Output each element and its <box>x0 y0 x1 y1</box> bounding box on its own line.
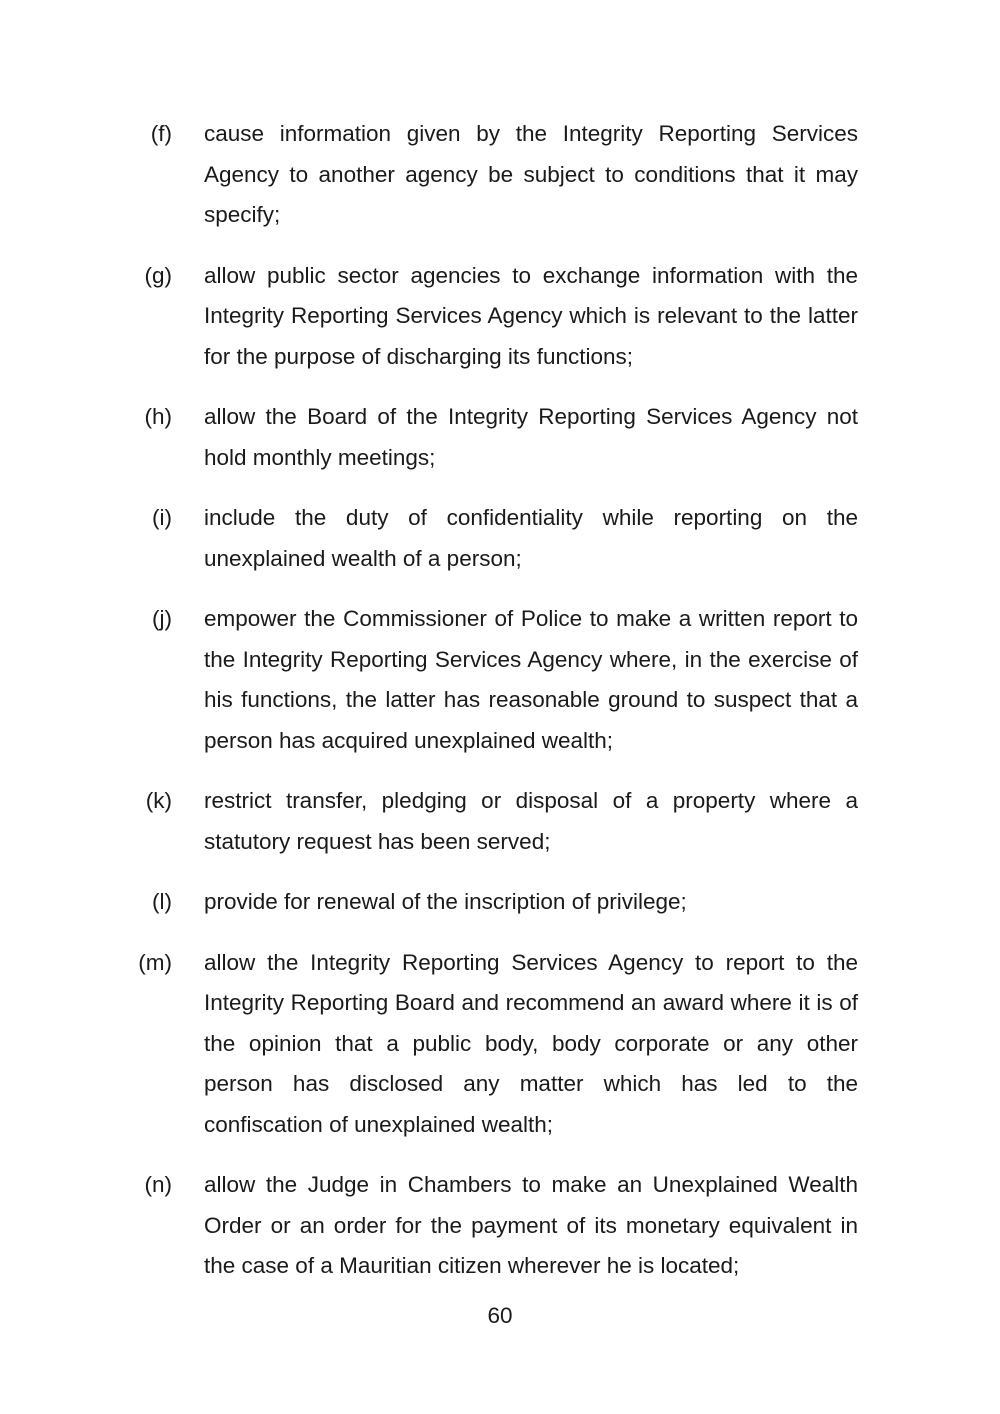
clause-text: allow public sector agencies to exchange information with the Integrity Reporting Services Agency which is relevant to the latter for the purpose of discharging its functions; <box>204 262 858 369</box>
clause-item-k <box>0 781 1000 862</box>
clause-text: allow the Board of the Integrity Reporting Services Agency not hold monthly meetings; <box>204 404 858 470</box>
clause-item-g <box>0 256 1000 378</box>
clause-marker: (g) <box>144 262 172 288</box>
clause-item-h <box>0 397 1000 478</box>
clause-text: include the duty of confidentiality while reporting on the unexplained wealth of a person; <box>204 505 858 571</box>
clause-item-m <box>0 943 1000 1146</box>
clause-item-j <box>0 599 1000 761</box>
clause-marker: (m) <box>138 949 172 975</box>
clause-item-l <box>0 882 1000 923</box>
clause-marker: (i) <box>152 505 172 530</box>
clause-marker: (l) <box>152 889 172 914</box>
clause-marker: (h) <box>144 404 172 429</box>
clause-item-i <box>0 498 1000 579</box>
clause-text: allow the Integrity Reporting Services Agency to report to the Integrity Reporting Board and recommend an award where it is of the opinion that a public body, body corporate or any other person has disclosed any matter which has led to the confiscation of unexplained wealth; <box>204 949 858 1137</box>
clause-text: cause information given by the Integrity Reporting Services Agency to another agency be subject to conditions that it may specify; <box>204 121 858 227</box>
clause-marker: (j) <box>152 606 172 631</box>
clause-text: provide for renewal of the inscription of privilege; <box>204 889 687 914</box>
clause-text: allow the Judge in Chambers to make an Unexplained Wealth Order or an order for the payment of its monetary equivalent in the case of a Mauritian citizen wherever he is located; <box>204 1172 858 1278</box>
clause-marker: (f) <box>150 121 172 146</box>
page-number: 60 <box>487 1303 513 1328</box>
clause-item-f <box>0 114 1000 236</box>
clause-item-n <box>0 1165 1000 1287</box>
clause-text: restrict transfer, pledging or disposal of a property where a statutory request has been served; <box>204 788 858 854</box>
clause-list <box>0 114 1000 1307</box>
clause-text: empower the Commissioner of Police to make a written report to the Integrity Reporting Services Agency where, in the exercise of his functions, the latter has reasonable ground to suspect that a person has acquired unexplained wealth; <box>204 606 858 753</box>
clause-marker: (n) <box>144 1172 172 1197</box>
clause-marker: (k) <box>145 788 172 813</box>
